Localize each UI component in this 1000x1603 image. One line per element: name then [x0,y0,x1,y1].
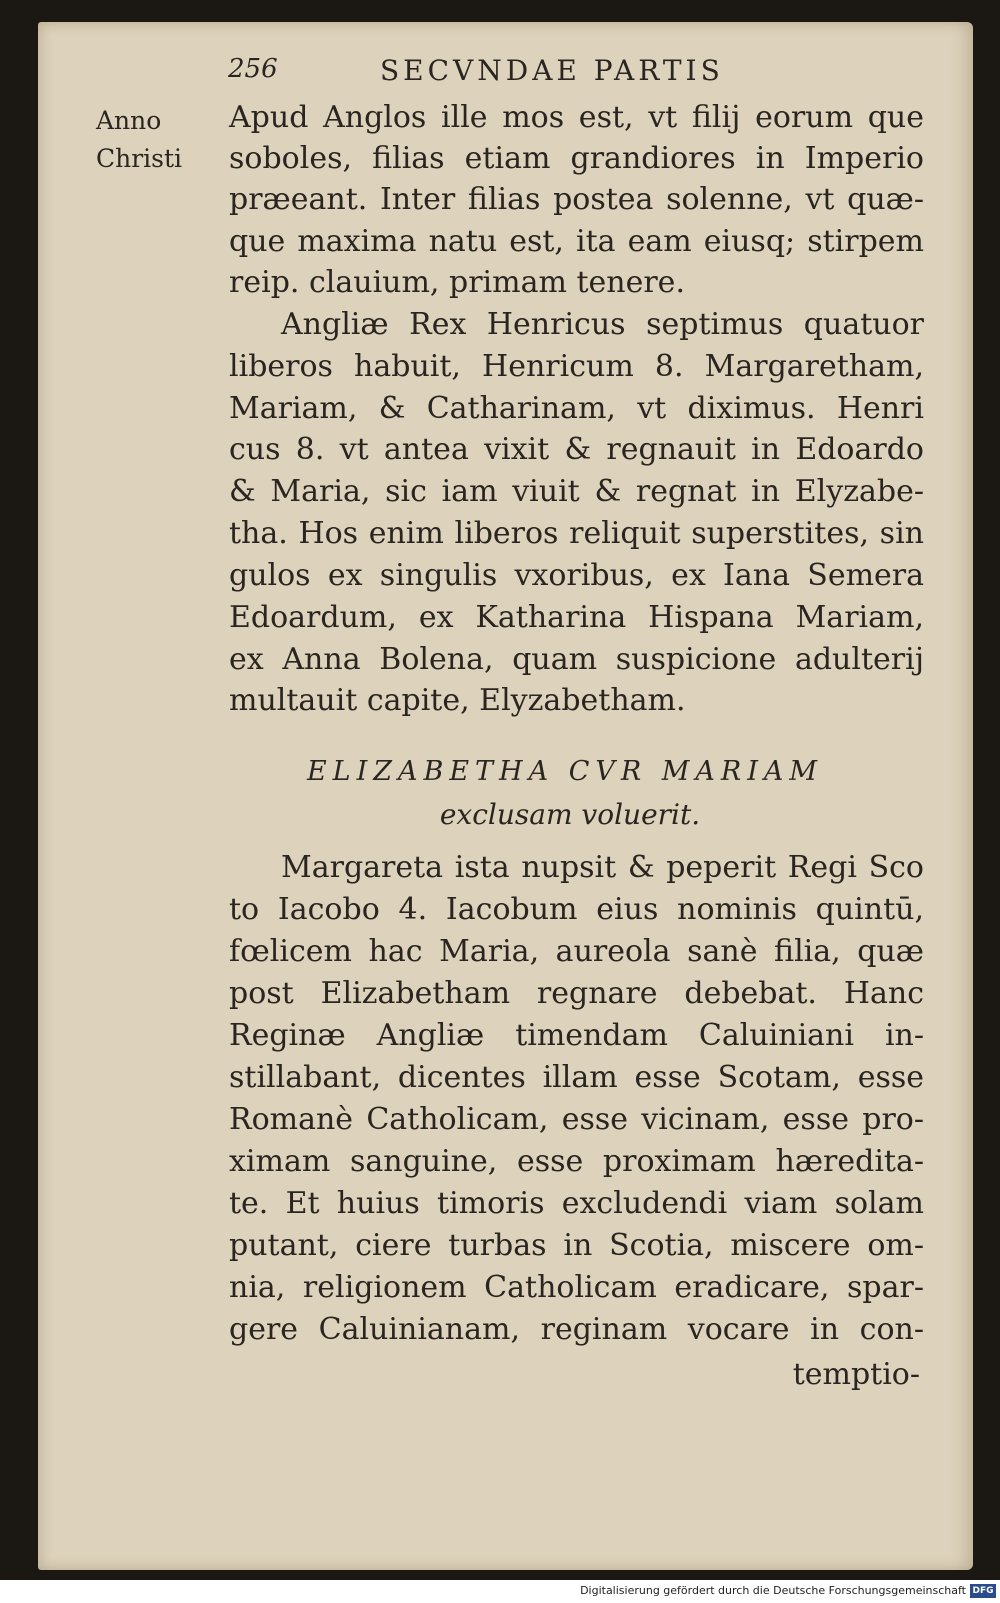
text-line: tha. Hos enim liberos reliquit superstites, sin [229,516,924,551]
text-line: gere Caluinianam, reginam vocare in con- [229,1312,924,1347]
text-line: que maxima natu est, ita eam eiusq; stirpem [229,224,924,259]
dfg-logo-icon: DFG [970,1584,996,1598]
text-line: fœlicem hac Maria, aureola sanè filia, quæ [229,934,924,969]
catchword: temptio- [792,1357,920,1392]
text-line: post Elizabetham regnare debebat. Hanc [229,976,924,1011]
text-line: Romanè Catholicam, esse vicinam, esse pro- [229,1102,924,1137]
text-line: te. Et huius timoris excludendi viam solam [229,1186,924,1221]
section-heading: ELIZABETHA CVR MARIAM [306,756,824,787]
text-line: ximam sanguine, esse proximam hæredita- [229,1144,924,1179]
section-subheading: exclusam voluerit. [439,798,701,831]
text-line: ex Anna Bolena, quam suspicione adulterij [229,642,924,677]
text-line: stillabant, dicentes illam esse Scotam, esse [229,1060,924,1095]
text-line: Margareta ista nupsit & peperit Regi Sco [281,850,924,885]
margin-note-line: Anno [96,106,162,135]
folio-number: 256 [228,54,278,84]
text-line: Mariam, & Catharinam, vt diximus. Henri [229,391,924,426]
text-line: putant, ciere turbas in Scotia, miscere om- [229,1228,924,1263]
text-line: Apud Anglos ille mos est, vt filij eorum que [229,100,924,135]
text-line: gulos ex singulis vxoribus, ex Iana Semera [229,558,924,593]
text-line: to Iacobo 4. Iacobum eius nominis quintū, [229,892,924,927]
margin-note [96,102,216,178]
text-line: reip. clauium, primam tenere. [229,265,685,300]
text-line: soboles, filias etiam grandiores in Imperio [229,141,924,176]
margin-note-line: Christi [96,144,183,173]
text-line: cus 8. vt antea vixit & regnauit in Edoardo [229,432,924,467]
running-head: SECVNDAE PARTIS [380,54,724,87]
digitization-footer [0,1580,1000,1603]
footer-credit: Digitalisierung gefördert durch die Deutsche Forschungsgemeinschaft [580,1584,966,1597]
text-line: & Maria, sic iam viuit & regnat in Elyzabe- [229,474,924,509]
text-line: multauit capite, Elyzabetham. [229,683,686,718]
text-line: nia, religionem Catholicam eradicare, spar- [229,1270,924,1305]
text-line: liberos habuit, Henricum 8. Margaretham, [229,349,924,384]
text-line: Reginæ Angliæ timendam Caluiniani in- [229,1018,924,1053]
text-line: Angliæ Rex Henricus septimus quatuor [281,307,924,342]
text-line: præeant. Inter filias postea solenne, vt quæ- [229,182,924,217]
text-line: Edoardum, ex Katharina Hispana Mariam, [229,600,924,635]
page-header [228,48,788,98]
